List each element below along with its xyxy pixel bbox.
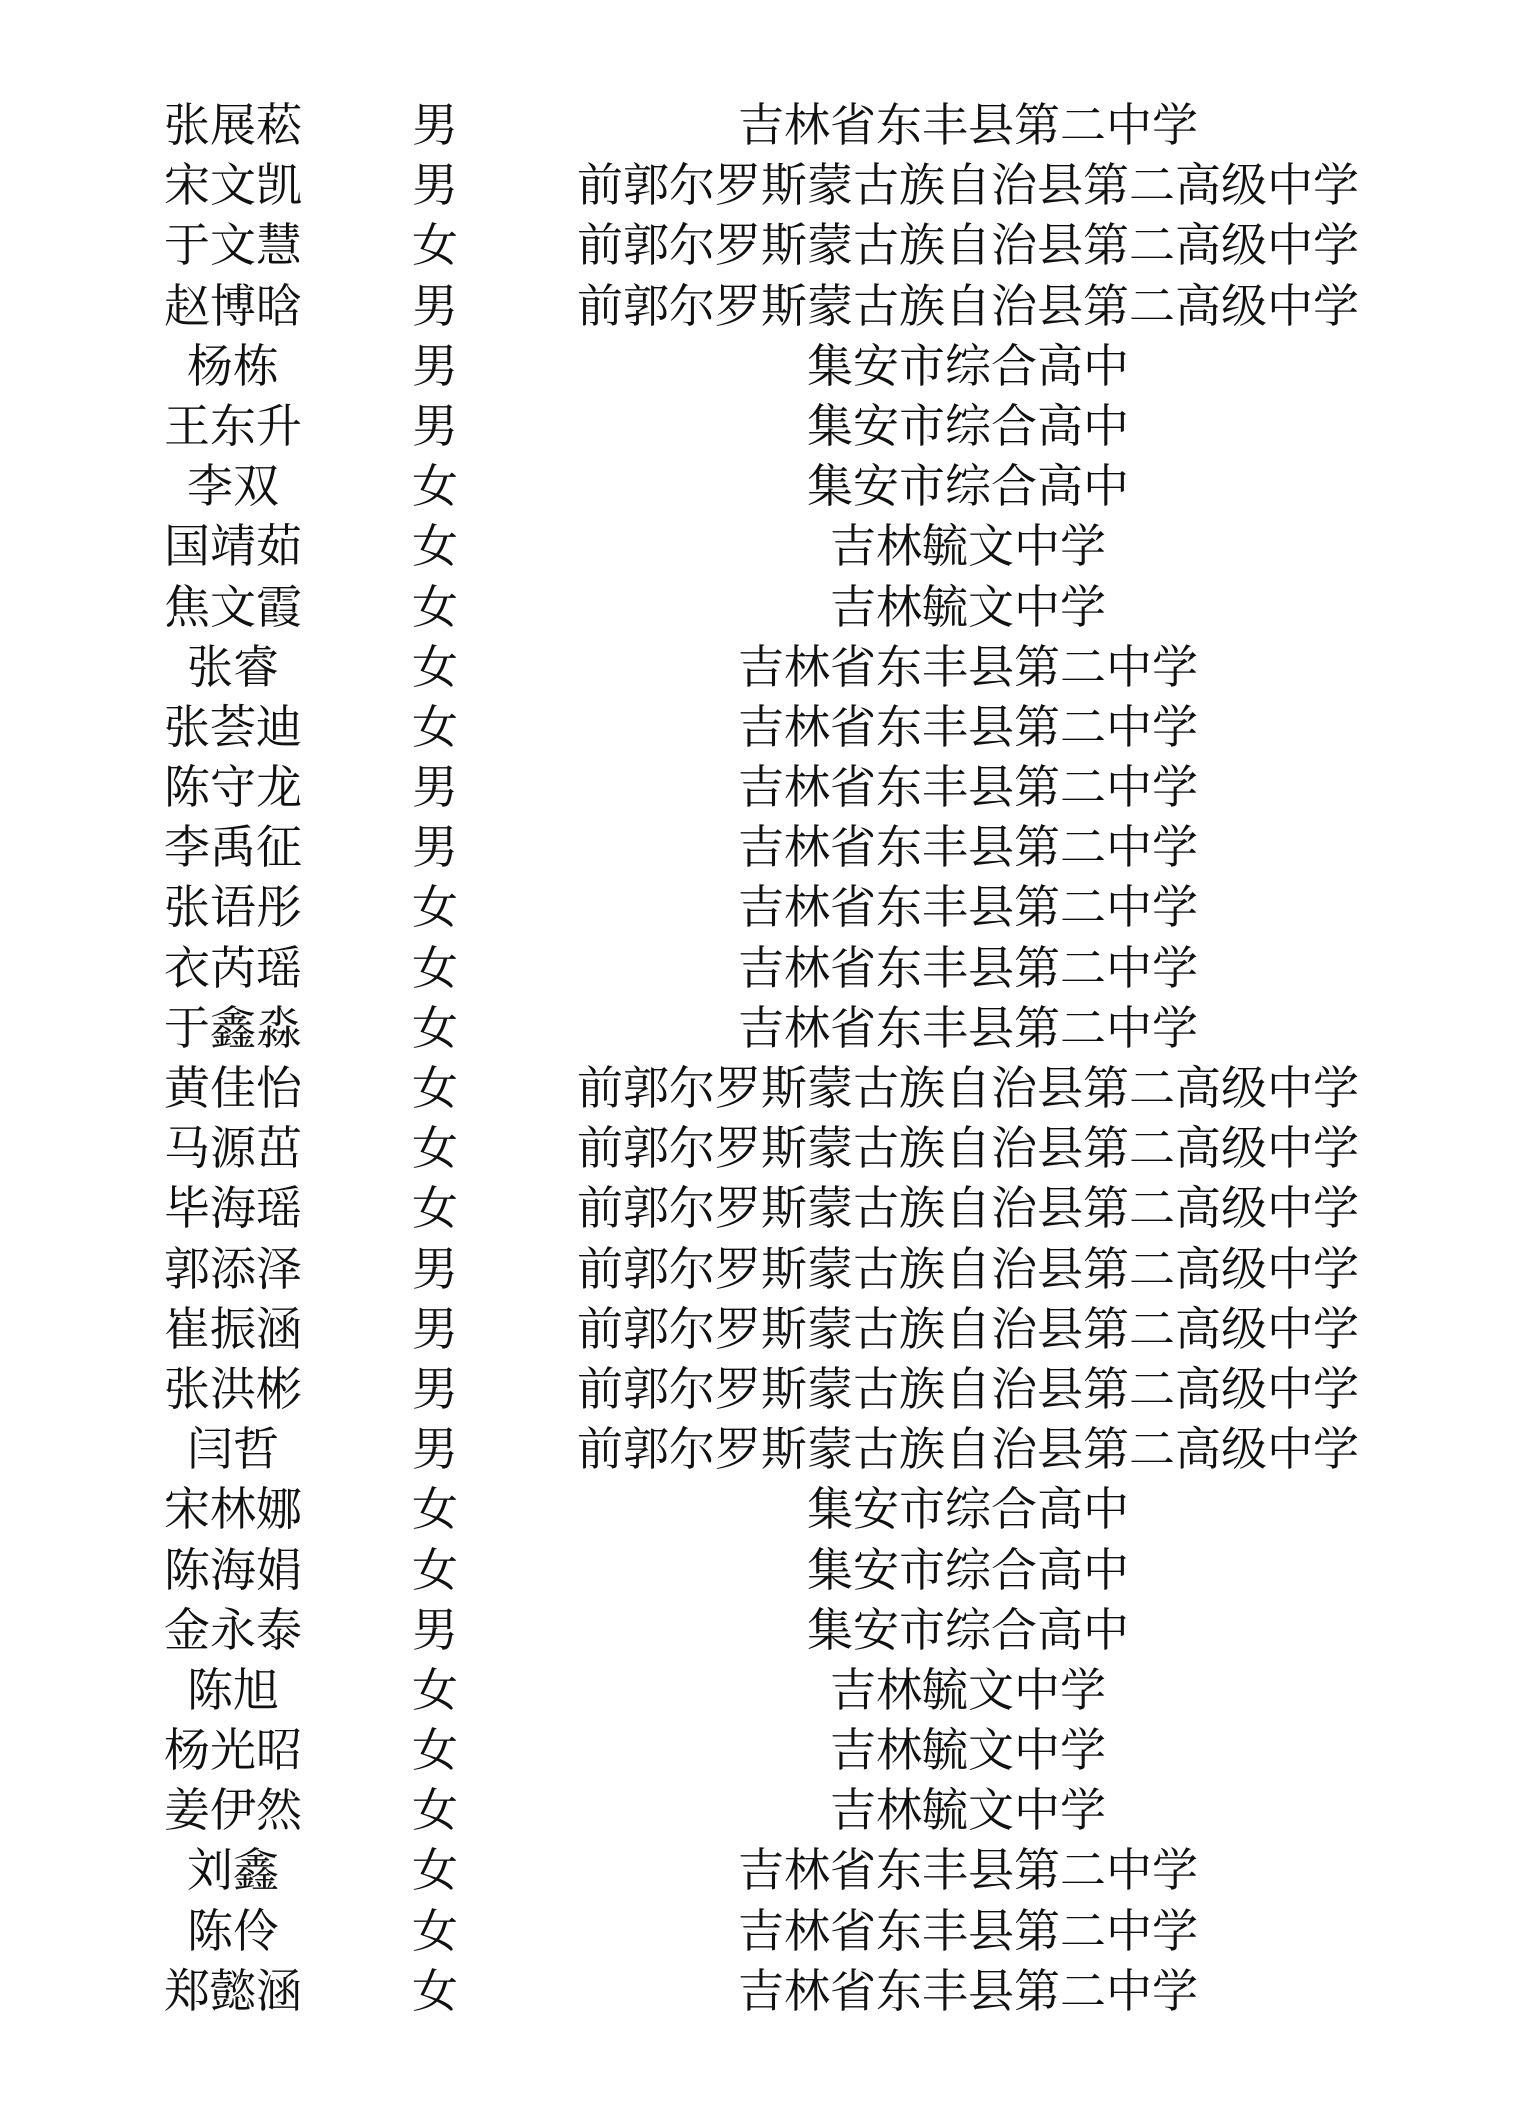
student-school: 集安市综合高中 bbox=[807, 1602, 1129, 1657]
student-gender: 女 bbox=[412, 459, 458, 514]
student-gender: 女 bbox=[412, 1903, 458, 1958]
roster-row bbox=[0, 1178, 1522, 1238]
roster-row bbox=[0, 697, 1522, 757]
student-gender: 女 bbox=[412, 519, 458, 574]
roster-row bbox=[0, 938, 1522, 998]
student-name: 张洪彬 bbox=[164, 1361, 302, 1416]
roster-row bbox=[0, 336, 1522, 396]
student-name: 杨栋 bbox=[187, 338, 279, 393]
student-gender: 男 bbox=[412, 398, 458, 453]
student-school: 集安市综合高中 bbox=[807, 338, 1129, 393]
student-name: 张睿 bbox=[187, 639, 279, 694]
student-school: 前郭尔罗斯蒙古族自治县第二高级中学 bbox=[577, 218, 1359, 273]
roster-row bbox=[0, 95, 1522, 155]
student-gender: 女 bbox=[412, 1121, 458, 1176]
student-gender: 男 bbox=[412, 820, 458, 875]
roster-row bbox=[0, 757, 1522, 817]
roster-row bbox=[0, 1901, 1522, 1961]
student-school: 前郭尔罗斯蒙古族自治县第二高级中学 bbox=[577, 158, 1359, 213]
roster-row bbox=[0, 1419, 1522, 1479]
student-name: 黄佳怡 bbox=[164, 1061, 302, 1115]
student-school: 集安市综合高中 bbox=[807, 459, 1129, 514]
student-gender: 女 bbox=[412, 1542, 458, 1597]
roster-row bbox=[0, 577, 1522, 637]
student-name: 闫哲 bbox=[187, 1422, 279, 1477]
student-school: 吉林毓文中学 bbox=[830, 1662, 1106, 1717]
student-school: 前郭尔罗斯蒙古族自治县第二高级中学 bbox=[577, 1241, 1359, 1296]
student-name: 张语彤 bbox=[164, 880, 302, 935]
student-name: 张展菘 bbox=[164, 98, 302, 152]
student-school: 集安市综合高中 bbox=[807, 1542, 1129, 1597]
student-school: 前郭尔罗斯蒙古族自治县第二高级中学 bbox=[577, 1361, 1359, 1416]
roster-row bbox=[0, 1239, 1522, 1299]
student-gender: 女 bbox=[412, 1963, 458, 2018]
student-gender: 男 bbox=[412, 760, 458, 815]
student-gender: 男 bbox=[412, 1361, 458, 1416]
student-school: 吉林毓文中学 bbox=[830, 519, 1106, 574]
roster-row bbox=[0, 817, 1522, 877]
student-school: 前郭尔罗斯蒙古族自治县第二高级中学 bbox=[577, 1422, 1359, 1477]
roster-row bbox=[0, 637, 1522, 697]
student-school: 吉林省东丰县第二中学 bbox=[738, 1843, 1198, 1898]
roster-row bbox=[0, 155, 1522, 215]
student-school: 前郭尔罗斯蒙古族自治县第二高级中学 bbox=[577, 1121, 1359, 1176]
student-name: 杨光昭 bbox=[164, 1723, 302, 1778]
roster-row bbox=[0, 1359, 1522, 1419]
student-name: 刘鑫 bbox=[187, 1843, 279, 1898]
student-gender: 男 bbox=[412, 1422, 458, 1477]
student-school: 吉林毓文中学 bbox=[830, 1723, 1106, 1778]
student-school: 吉林省东丰县第二中学 bbox=[738, 1963, 1198, 2018]
roster-row bbox=[0, 456, 1522, 516]
student-school: 集安市综合高中 bbox=[807, 398, 1129, 453]
student-name: 郑懿涵 bbox=[164, 1963, 302, 2018]
student-school: 吉林省东丰县第二中学 bbox=[738, 880, 1198, 935]
student-name: 陈海娟 bbox=[164, 1542, 302, 1597]
roster-row bbox=[0, 998, 1522, 1058]
student-school: 吉林毓文中学 bbox=[830, 579, 1106, 634]
student-school: 吉林省东丰县第二中学 bbox=[738, 940, 1198, 995]
student-school: 吉林省东丰县第二中学 bbox=[738, 820, 1198, 875]
student-name: 姜伊然 bbox=[164, 1783, 302, 1838]
roster-row bbox=[0, 877, 1522, 937]
student-gender: 女 bbox=[412, 1000, 458, 1055]
roster-row bbox=[0, 1840, 1522, 1900]
student-name: 张荟迪 bbox=[164, 699, 302, 754]
roster-row bbox=[0, 1118, 1522, 1178]
student-gender: 女 bbox=[412, 1843, 458, 1898]
student-gender: 男 bbox=[412, 1301, 458, 1356]
student-name: 衣芮瑶 bbox=[164, 940, 302, 995]
student-roster bbox=[0, 95, 1522, 2021]
student-school: 吉林毓文中学 bbox=[830, 1783, 1106, 1838]
roster-row bbox=[0, 1961, 1522, 2021]
student-name: 宋文凯 bbox=[164, 158, 302, 213]
student-name: 崔振涵 bbox=[164, 1301, 302, 1356]
roster-row bbox=[0, 1299, 1522, 1359]
student-name: 李禹征 bbox=[164, 820, 302, 875]
student-school: 前郭尔罗斯蒙古族自治县第二高级中学 bbox=[577, 1301, 1359, 1356]
student-school: 前郭尔罗斯蒙古族自治县第二高级中学 bbox=[577, 278, 1359, 333]
student-name: 陈守龙 bbox=[164, 760, 302, 815]
student-name: 宋林娜 bbox=[164, 1482, 302, 1537]
student-school: 前郭尔罗斯蒙古族自治县第二高级中学 bbox=[577, 1061, 1359, 1115]
student-gender: 女 bbox=[412, 1181, 458, 1236]
roster-row bbox=[0, 396, 1522, 456]
student-name: 陈旭 bbox=[187, 1662, 279, 1717]
student-name: 金永泰 bbox=[164, 1602, 302, 1657]
roster-row bbox=[0, 276, 1522, 336]
student-school: 集安市综合高中 bbox=[807, 1482, 1129, 1537]
student-name: 国靖茹 bbox=[164, 519, 302, 574]
student-gender: 男 bbox=[412, 338, 458, 393]
student-gender: 女 bbox=[412, 579, 458, 634]
roster-row bbox=[0, 215, 1522, 275]
student-gender: 女 bbox=[412, 1662, 458, 1717]
student-school: 吉林省东丰县第二中学 bbox=[738, 1000, 1198, 1055]
student-school: 吉林省东丰县第二中学 bbox=[738, 639, 1198, 694]
student-school: 吉林省东丰县第二中学 bbox=[738, 699, 1198, 754]
student-name: 郭添泽 bbox=[164, 1241, 302, 1296]
student-gender: 女 bbox=[412, 1482, 458, 1537]
student-name: 马源茁 bbox=[164, 1121, 302, 1176]
student-school: 吉林省东丰县第二中学 bbox=[738, 1903, 1198, 1958]
student-gender: 女 bbox=[412, 940, 458, 995]
roster-row bbox=[0, 1720, 1522, 1780]
roster-row bbox=[0, 516, 1522, 576]
student-gender: 女 bbox=[412, 1723, 458, 1778]
student-gender: 女 bbox=[412, 880, 458, 935]
student-gender: 女 bbox=[412, 1061, 458, 1115]
roster-row bbox=[0, 1600, 1522, 1660]
student-school: 吉林省东丰县第二中学 bbox=[738, 760, 1198, 815]
student-gender: 女 bbox=[412, 1783, 458, 1838]
roster-row bbox=[0, 1058, 1522, 1118]
student-gender: 男 bbox=[412, 98, 458, 152]
student-gender: 男 bbox=[412, 1241, 458, 1296]
student-name: 赵博晗 bbox=[164, 278, 302, 333]
student-gender: 男 bbox=[412, 1602, 458, 1657]
roster-row bbox=[0, 1479, 1522, 1539]
student-name: 李双 bbox=[187, 459, 279, 514]
student-name: 毕海瑶 bbox=[164, 1181, 302, 1236]
student-name: 于鑫淼 bbox=[164, 1000, 302, 1055]
student-name: 焦文霞 bbox=[164, 579, 302, 634]
roster-row bbox=[0, 1780, 1522, 1840]
student-gender: 女 bbox=[412, 699, 458, 754]
student-gender: 男 bbox=[412, 278, 458, 333]
student-school: 吉林省东丰县第二中学 bbox=[738, 98, 1198, 152]
roster-row bbox=[0, 1660, 1522, 1720]
student-gender: 女 bbox=[412, 218, 458, 273]
student-gender: 男 bbox=[412, 158, 458, 213]
roster-row bbox=[0, 1540, 1522, 1600]
student-name: 王东升 bbox=[164, 398, 302, 453]
student-school: 前郭尔罗斯蒙古族自治县第二高级中学 bbox=[577, 1181, 1359, 1236]
student-name: 于文慧 bbox=[164, 218, 302, 273]
student-name: 陈伶 bbox=[187, 1903, 279, 1958]
student-gender: 女 bbox=[412, 639, 458, 694]
